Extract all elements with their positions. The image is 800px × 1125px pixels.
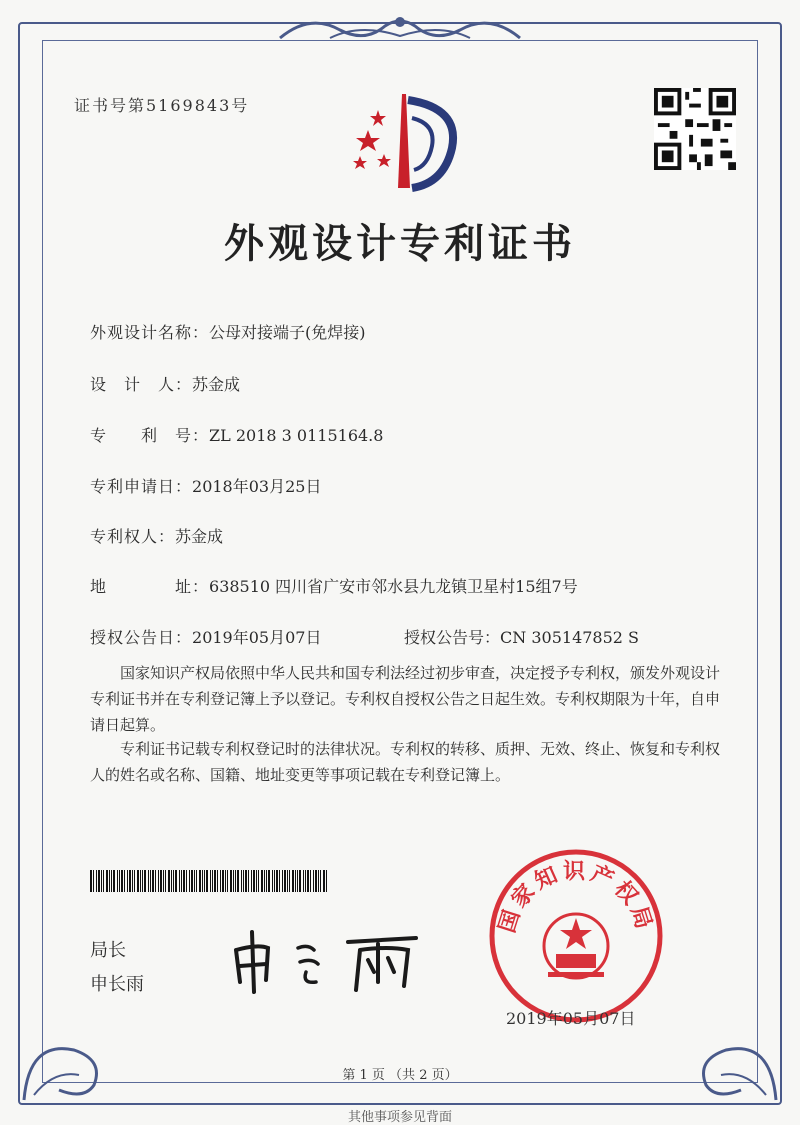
address-row [90, 574, 578, 597]
designer-value: 苏金成 [192, 375, 241, 394]
body-paragraph-2: 专利证书记载专利权登记时的法律状况。专利权的转移、质押、无效、终止、恢复和专利权人的姓名或名称、国籍、地址变更等事项记载在专利登记簿上。 [90, 740, 721, 784]
corner-ornament-br-icon [676, 1000, 786, 1110]
grant-date-label: 授权公告日： [90, 628, 193, 647]
patent-number-row [90, 423, 383, 446]
footer-note: 其他事项参见背面 [347, 1110, 452, 1125]
patentee-row [90, 524, 223, 547]
corner-ornament-bl-icon [14, 1000, 124, 1110]
grant-number-row [404, 625, 639, 648]
page-number: 第 1 页 （共 2 页） [342, 1068, 458, 1083]
patentee-label: 专利权人： [90, 527, 176, 546]
chief-title: 局长 [90, 940, 126, 961]
patent-number-label: 专 利 号： [90, 426, 210, 445]
designer-row [90, 372, 240, 395]
design-name-value: 公母对接端子(免焊接) [209, 323, 366, 342]
seal-date: 2019年05月07日 [506, 1009, 636, 1028]
filing-date-value: 2018年03月25日 [192, 477, 322, 496]
handwritten-signature-icon [228, 920, 428, 1000]
grant-date-row [90, 625, 321, 648]
patentee-value: 苏金成 [175, 527, 224, 546]
designer-label: 设 计 人： [90, 375, 193, 394]
filing-date-row [90, 474, 321, 497]
design-name-label: 外观设计名称： [90, 323, 210, 342]
qr-code-icon [654, 88, 736, 170]
top-ornament-icon [270, 8, 530, 48]
chief-name: 申长雨 [90, 974, 144, 995]
patent-number-value: ZL 2018 3 0115164.8 [209, 426, 384, 445]
official-seal-icon [486, 846, 666, 1026]
seal-text: 国家知识产权局 [494, 859, 658, 936]
body-paragraph-1: 国家知识产权局依照中华人民共和国专利法经过初步审查，决定授予专利权，颁发外观设计专利证书并在专利登记簿上予以登记。专利权自授权公告之日起生效。专利权期限为十年，自申请日起算。 [90, 664, 721, 734]
certificate-number: 证书号第5169843号 [74, 96, 250, 115]
grant-number-value: CN 305147852 S [500, 628, 640, 647]
address-value: 638510 四川省广安市邻水县九龙镇卫星村15组7号 [209, 577, 578, 596]
barcode-icon [90, 870, 330, 892]
certificate-title: 外观设计专利证书 [224, 220, 576, 267]
design-name-row [90, 320, 366, 343]
address-label: 地 址： [90, 577, 210, 596]
filing-date-label: 专利申请日： [90, 477, 193, 496]
grant-date-value: 2019年05月07日 [192, 628, 322, 647]
cnipa-logo-icon [340, 88, 470, 198]
grant-number-label: 授权公告号： [404, 628, 501, 647]
